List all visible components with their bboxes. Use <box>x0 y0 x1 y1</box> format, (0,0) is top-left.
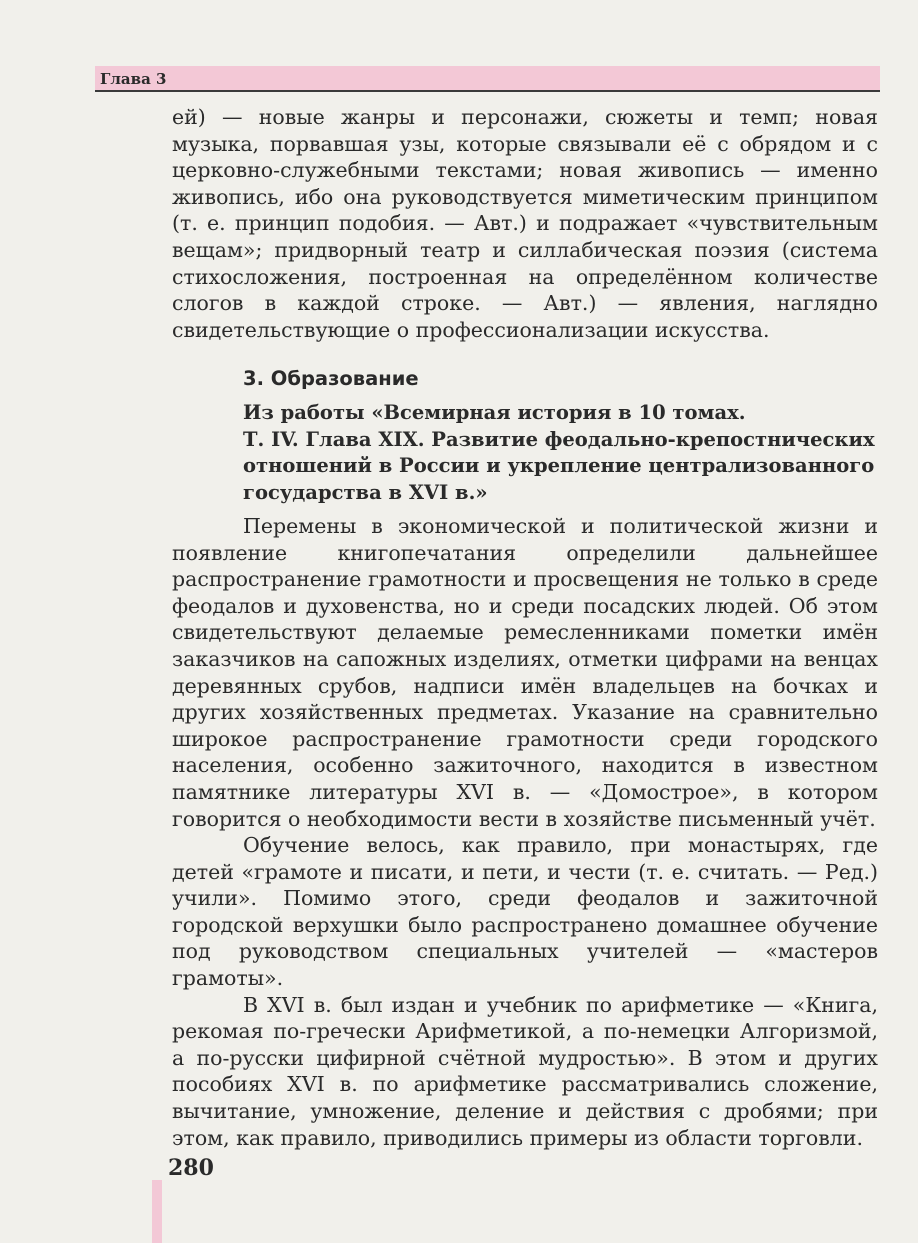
body-paragraph: Обучение велось, как правило, при монастырях, где детей «грамоте и писати, и пети, и чести (т. е. считать. — Ред.) учили». Помимо этого, среди феодалов и зажиточной городской верхушки было распространено домашнее обучение под руководством специальных учителей — «мастеров грамоты». <box>172 833 878 991</box>
page-number: 280 <box>168 1155 214 1181</box>
page-content <box>172 104 878 1151</box>
source-heading <box>243 400 878 506</box>
source-heading-line: Т. IV. Глава XIX. Развитие феодально-крепостнических <box>243 427 875 451</box>
chapter-label: Глава 3 <box>100 70 167 88</box>
source-heading-line: отношений в России и укрепление централизованного <box>243 454 875 478</box>
page-margin-band <box>152 1180 162 1243</box>
body-paragraph: В XVI в. был издан и учебник по арифметике — «Книга, рекомая по-гречески Арифметикой, а по-немецки Алгоризмой, а по-русски цифирной счётной мудростью». В этом и других пособиях XVI в. по арифметике рассматривались сложение, вычитание, умножение, деление и действия с дробями; при этом, как правило, приводились примеры из области торговли. <box>172 992 878 1150</box>
intro-paragraph: ей) — новые жанры и персонажи, сюжеты и темп; новая музыка, порвавшая узы, которые связывали её с обрядом и с церковно-служебными текстами; новая живопись — именно живопись, ибо она руководствуется миметическим принципом (т. е. принцип подобия. — Авт.) и подражает «чувствительным вещам»; придворный театр и силлабическая поэзия (система стихосложения, построенная на определённом количестве слогов в каждой строке. — Авт.) — явления, наглядно свидетельствующие о профессионализации искусства. <box>172 105 878 342</box>
source-heading-line: Из работы «Всемирная история в 10 томах. <box>243 401 746 425</box>
body-paragraph: Перемены в экономической и политической жизни и появление книгопечатания определили дальнейшее распространение грамотности и просвещения не только в среде феодалов и духовенства, но и среди посадских людей. Об этом свидетельствуют делаемые ремесленниками пометки имён заказчиков на сапожных изделиях, отметки цифрами на венцах деревянных срубов, надписи имён владельцев на бочках и других хозяйственных предметах. Указание на сравнительно широкое распространение грамотности среди городского населения, особенно зажиточного, находится в известном памятнике литературы XVI в. — «Домострое», в котором говорится о необходимости вести в хозяйстве письменный учёт. <box>172 513 878 831</box>
chapter-header-band <box>95 66 880 92</box>
section-title: 3. Образование <box>243 367 419 391</box>
source-heading-line: государства в XVI в.» <box>243 480 488 504</box>
